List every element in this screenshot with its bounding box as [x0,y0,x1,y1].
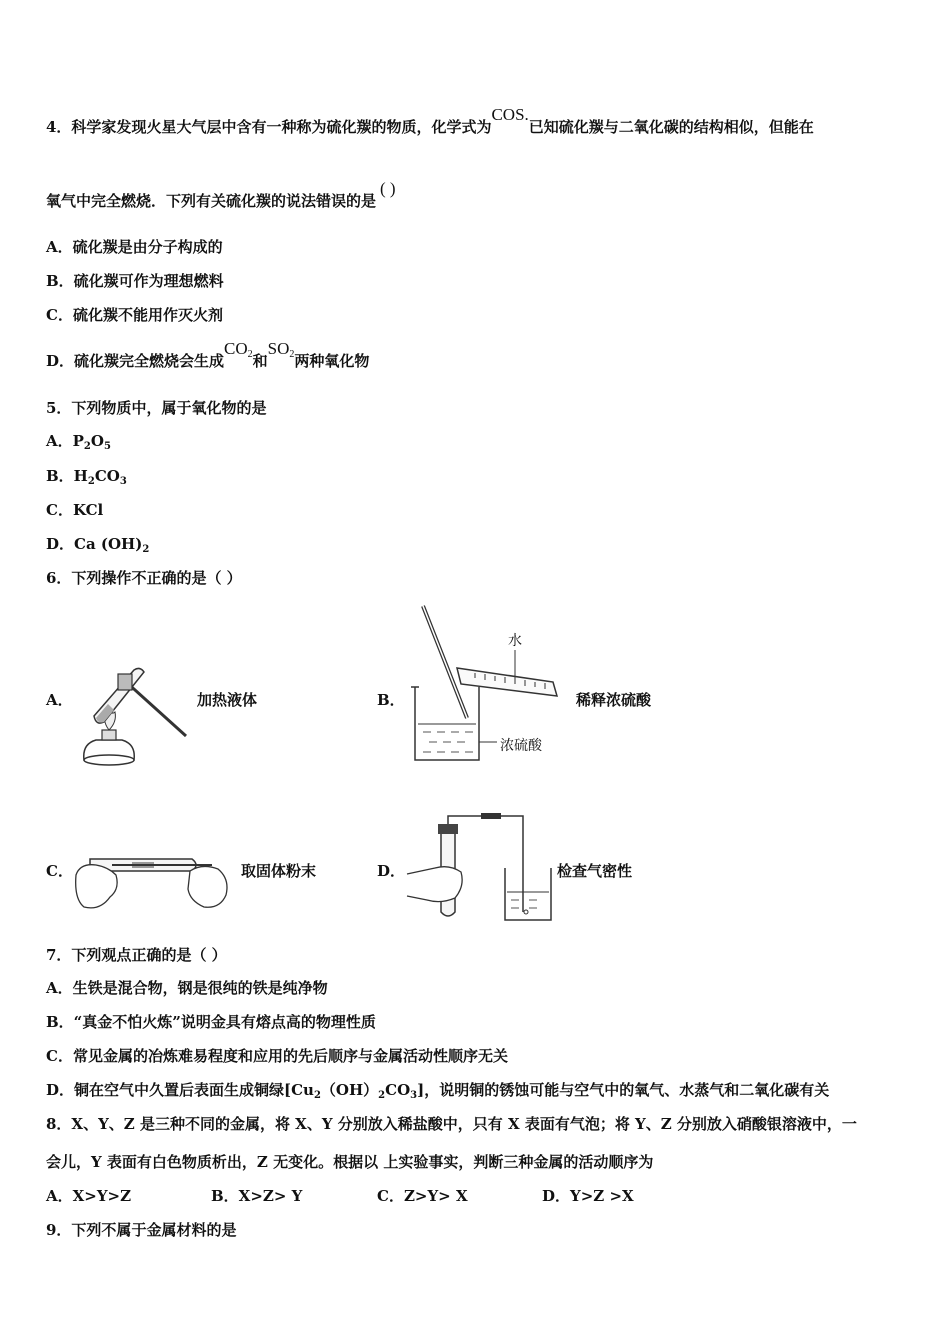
q7-option-c: C．常见金属的冶炼难易程度和应用的先后顺序与金属活动性顺序无关 [46,1047,508,1065]
q4-stem-part1: 4．科学家发现火星大气层中含有一种称为硫化羰的物质，化学式为 [46,118,492,136]
q6-option-a-letter: A． [46,691,73,709]
q4-option-d [46,339,370,372]
q5-option-d: D．Ca $(OH)_2$ [46,535,150,555]
heating-liquid-figure [74,660,194,770]
q8-option-d: D．Y>Z >X [542,1187,634,1205]
q7-option-b: B．“真金不怕火炼”说明金具有熔点高的物理性质 [46,1013,376,1031]
q4-answer-paren: ( ) [380,179,396,198]
airtightness-check-figure [405,812,560,927]
q7-option-d: D．铜在空气中久置后表面生成铜绿$[Cu_2(OH)_2CO_3]$，说明铜的锈蚀可能与空气中的氧气、水蒸气和二氧化碳有关 [46,1081,830,1101]
q4-option-d-text1: D．硫化羰完全燃烧会生成 [46,352,225,370]
take-powder-figure [72,845,232,915]
q4-option-b: B．硫化羰可作为理想燃料 [46,272,224,290]
q6-option-b-label: 稀释浓硫酸 [576,691,652,709]
q4-option-a: A．硫化羰是由分子构成的 [46,238,223,256]
q4-line1 [46,105,814,137]
q5-option-a: A．$P_2O_5$ [46,432,111,452]
q6-option-c-letter: C． [46,862,73,880]
q4-stem-part2: 已知硫化羰与二氧化碳的结构相似，但能在 [528,118,814,136]
q7-stem: 7．下列观点正确的是（ ） [46,946,227,964]
q4-stem-part3: 氧气中完全燃烧．下列有关硫化羰的说法错误的是 [46,192,377,210]
q4-option-c: C．硫化羰不能用作灭火剂 [46,306,223,324]
conc-sulfuric-acid-label: 浓硫酸 [500,738,542,754]
q6-stem: 6．下列操作不正确的是（ ） [46,569,242,587]
q4-formula-so2: $SO_2$ [267,339,295,360]
q4-option-d-text2: 两种氧化物 [294,352,370,370]
q6-option-a-label: 加热液体 [197,691,258,709]
q8-option-a: A．X>Y>Z [46,1187,132,1205]
q9-stem: 9．下列不属于金属材料的是 [46,1221,237,1239]
q6-option-b-letter: B． [377,691,405,709]
q6-option-d-label: 检查气密性 [557,862,633,880]
q8-option-c: C．Z>Y> X [377,1187,468,1205]
q4-formula-cos: COS. [491,105,529,124]
q4-formula-co2: $CO_2$ [224,339,253,360]
q5-option-c: C．KCl [46,501,104,519]
q6-option-c-label: 取固体粉末 [241,862,317,880]
q4-option-d-and: 和 [252,352,268,370]
q5-option-b: B．$H_2CO_3$ [46,467,127,487]
q4-line2 [46,179,396,211]
dilute-sulfuric-acid-figure [405,602,570,767]
q7-option-a: A．生铁是混合物，钢是很纯的铁是纯净物 [46,979,328,997]
q5-stem: 5．下列物质中，属于氧化物的是 [46,399,267,417]
q8-stem-line2: 会儿，Y 表面有白色物质析出，Z 无变化。根据以 上实验事实，判断三种金属的活动顺序为 [46,1153,654,1171]
q8-stem-line1: 8．X、Y、Z 是三种不同的金属，将 X、Y 分别放入稀盐酸中，只有 X 表面有气泡；将 Y、Z 分别放入硝酸银溶液中，一 [46,1115,857,1133]
q6-option-d-letter: D． [377,862,406,880]
q8-option-b: B．X>Z> Y [211,1187,303,1205]
water-label: 水 [508,633,522,649]
